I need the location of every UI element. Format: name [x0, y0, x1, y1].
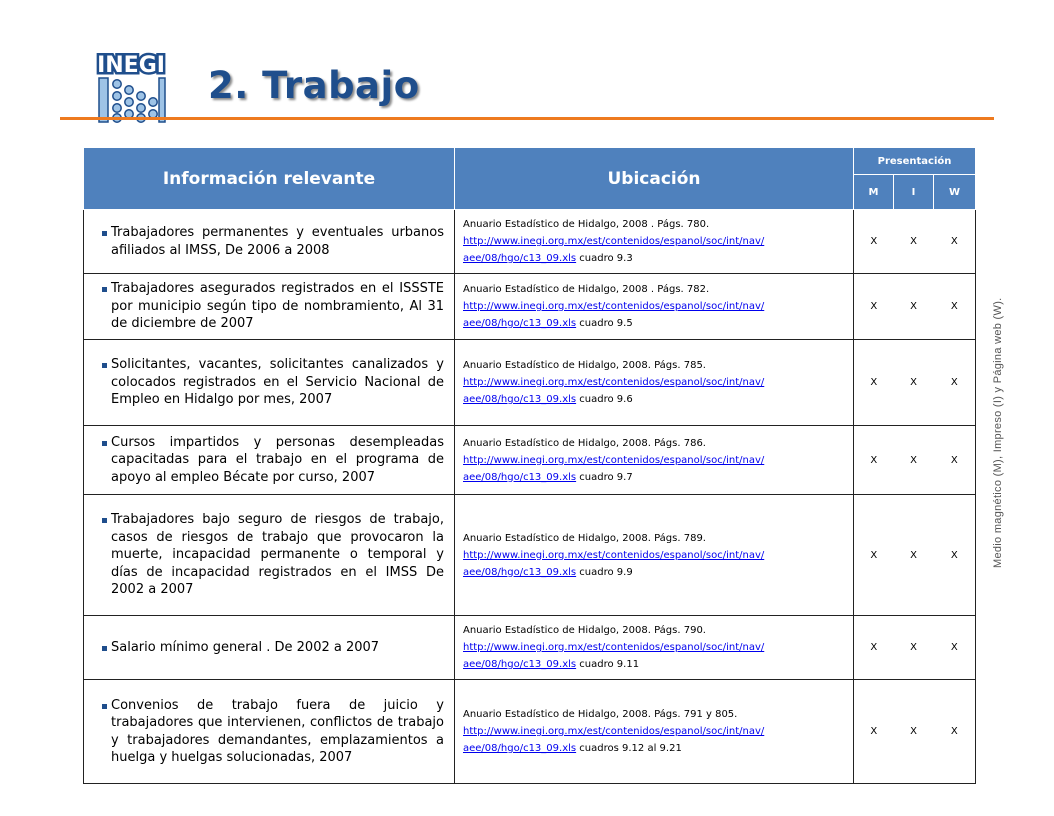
info-text: Cursos impartidos y personas desempleadas capacitadas para el trabajo en el programa de apoyo al empleo Bécate por curso, 2007: [111, 434, 444, 485]
mark-i: X: [894, 616, 934, 680]
bullet-icon: [102, 363, 107, 368]
mark-w: X: [934, 210, 976, 274]
mark-i: X: [894, 495, 934, 616]
table-row: [84, 616, 976, 680]
mark-w: X: [934, 495, 976, 616]
info-text: Convenios de trabajo fuera de juicio y trabajadores que intervienen, conflictos de trabajo y trabajadores demandantes, emplazamientos a huelga y huelgas solucionadas, 2007: [111, 697, 444, 765]
header-divider: [60, 117, 994, 120]
logo-text: INEGI: [97, 53, 165, 78]
bullet-icon: [102, 287, 107, 292]
cuadro-text: cuadro 9.3: [579, 253, 633, 264]
table-row: [84, 210, 976, 274]
info-text: Trabajadores asegurados registrados en el ISSSTE por municipio según tipo de nombramiento, Al 31 de diciembre de 2007: [111, 281, 444, 332]
mark-m: X: [854, 680, 894, 784]
inegi-logo: [95, 50, 167, 126]
source-link[interactable]: http://www.inegi.org.mx/est/contenidos/espanol/soc/int/nav/ aee/08/hgo/c13_09.xls: [463, 236, 765, 264]
info-table: [83, 147, 976, 784]
bullet-icon: [102, 441, 107, 446]
source-text: Anuario Estadístico de Hidalgo, 2008 . Págs. 782.: [463, 284, 710, 295]
cuadro-text: cuadros 9.12 al 9.21: [579, 743, 682, 754]
mark-m: X: [854, 616, 894, 680]
col-header-m: M: [854, 175, 894, 210]
source-link[interactable]: http://www.inegi.org.mx/est/contenidos/espanol/soc/int/nav/ aee/08/hgo/c13_09.xls: [463, 726, 765, 754]
col-header-ubicacion: Ubicación: [455, 148, 854, 210]
col-header-w: W: [934, 175, 976, 210]
table-row: [84, 274, 976, 340]
mark-w: X: [934, 680, 976, 784]
col-header-presentacion: Presentación: [854, 148, 976, 175]
mark-i: X: [894, 426, 934, 495]
source-text: Anuario Estadístico de Hidalgo, 2008. Págs. 790.: [463, 625, 706, 636]
table-row: [84, 340, 976, 426]
bullet-icon: [102, 646, 107, 651]
mark-w: X: [934, 274, 976, 340]
source-link[interactable]: http://www.inegi.org.mx/est/contenidos/espanol/soc/int/nav/ aee/08/hgo/c13_09.xls: [463, 301, 765, 329]
page-title: 2. Trabajo: [208, 64, 420, 107]
info-text: Salario mínimo general . De 2002 a 2007: [111, 639, 380, 655]
mark-m: X: [854, 426, 894, 495]
cuadro-text: cuadro 9.6: [579, 394, 633, 405]
mark-m: X: [854, 274, 894, 340]
mark-m: X: [854, 495, 894, 616]
source-text: Anuario Estadístico de Hidalgo, 2008. Págs. 791 y 805.: [463, 709, 738, 720]
col-header-info: Información relevante: [84, 148, 455, 210]
source-link[interactable]: http://www.inegi.org.mx/est/contenidos/espanol/soc/int/nav/ aee/08/hgo/c13_09.xls: [463, 642, 765, 670]
source-link[interactable]: http://www.inegi.org.mx/est/contenidos/espanol/soc/int/nav/ aee/08/hgo/c13_09.xls: [463, 377, 765, 405]
col-header-i: I: [894, 175, 934, 210]
source-text: Anuario Estadístico de Hidalgo, 2008 . Págs. 780.: [463, 219, 710, 230]
mark-w: X: [934, 616, 976, 680]
bullet-icon: [102, 518, 107, 523]
bullet-icon: [102, 704, 107, 709]
cuadro-text: cuadro 9.11: [579, 659, 640, 670]
info-text: Trabajadores permanentes y eventuales urbanos afiliados al IMSS, De 2006 a 2008: [111, 225, 444, 258]
cuadro-text: cuadro 9.7: [579, 471, 633, 483]
table-row: [84, 426, 976, 495]
cuadro-text: cuadro 9.5: [579, 318, 633, 329]
source-link[interactable]: http://www.inegi.org.mx/est/contenidos/espanol/soc/int/nav/ aee/08/hgo/c13_09.xls: [463, 454, 765, 483]
table-row: [84, 680, 976, 784]
source-text: Anuario Estadístico de Hidalgo, 2008. Págs. 785.: [463, 360, 706, 371]
source-text: Anuario Estadístico de Hidalgo, 2008. Págs. 789.: [463, 532, 706, 544]
mark-w: X: [934, 340, 976, 426]
mark-i: X: [894, 210, 934, 274]
mark-i: X: [894, 340, 934, 426]
source-link[interactable]: http://www.inegi.org.mx/est/contenidos/espanol/soc/int/nav/ aee/08/hgo/c13_09.xls: [463, 549, 765, 578]
mark-i: X: [894, 274, 934, 340]
source-text: Anuario Estadístico de Hidalgo, 2008. Págs. 786.: [463, 437, 706, 449]
info-text: Solicitantes, vacantes, solicitantes canalizados y colocados registrados en el Servicio Nacional de Empleo en Hidalgo por mes, 2007: [111, 357, 444, 408]
table-row: [84, 495, 976, 616]
mark-m: X: [854, 210, 894, 274]
info-text: Trabajadores bajo seguro de riesgos de trabajo, casos de riesgos de trabajo que provocaron la muerte, incapacidad permanente o temporal y días de incapacidad registrados en el IMSS De 2002 a 2007: [111, 512, 444, 598]
mark-m: X: [854, 340, 894, 426]
side-note: Medio magnético (M), Impreso (I) y Página web (W).: [992, 297, 1004, 568]
cuadro-text: cuadro 9.9: [579, 566, 633, 578]
mark-i: X: [894, 680, 934, 784]
mark-w: X: [934, 426, 976, 495]
bullet-icon: [102, 231, 107, 236]
